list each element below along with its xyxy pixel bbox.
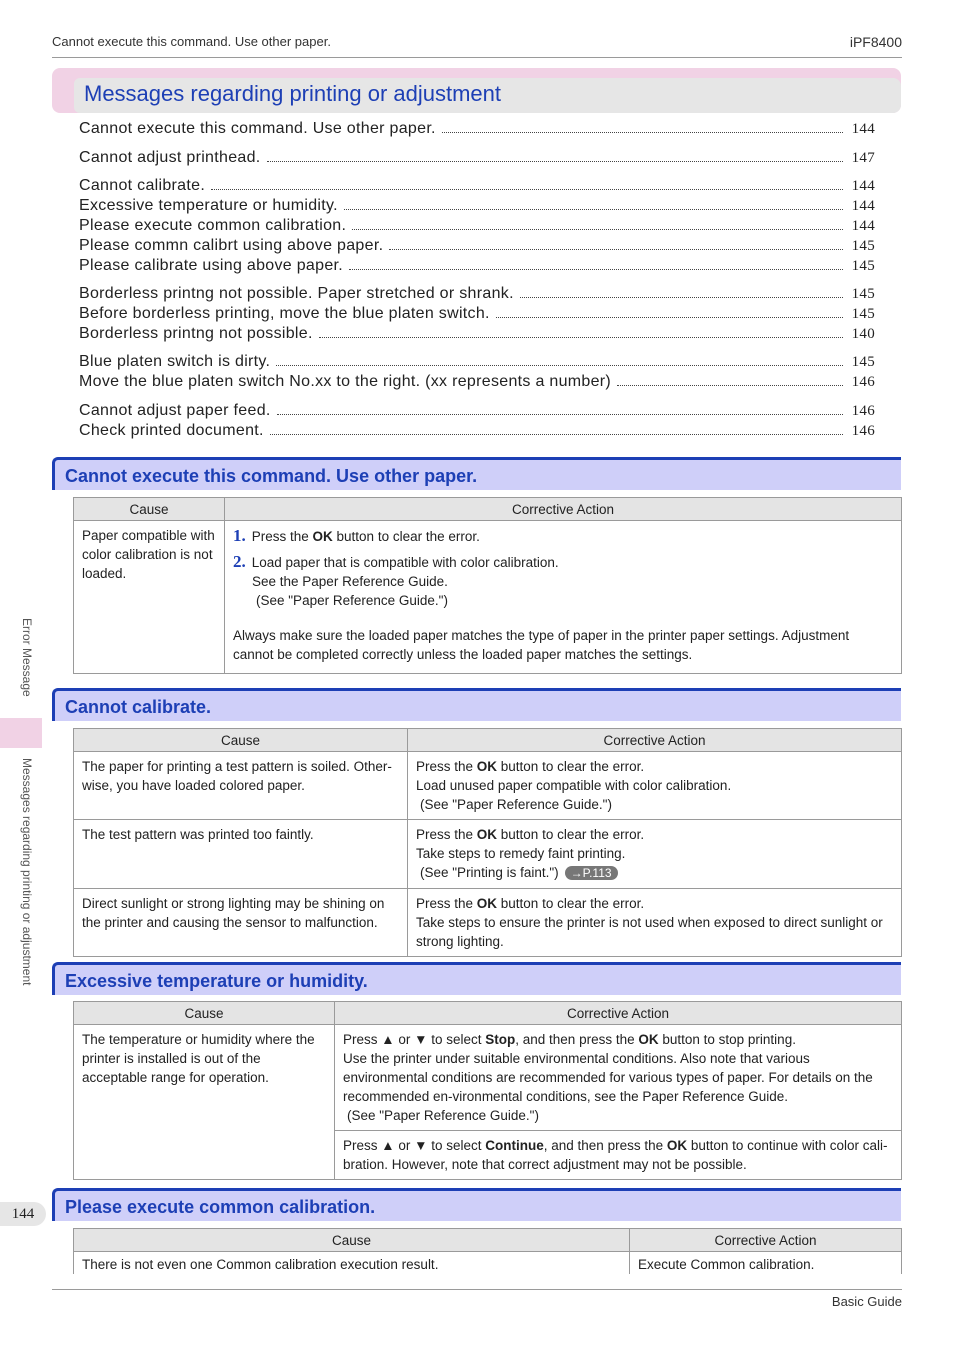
running-header-model: iPF8400 [849, 34, 902, 50]
reference-link[interactable]: (See "Printing is faint.") [420, 865, 559, 880]
error-table [73, 728, 902, 957]
table-row [74, 889, 902, 957]
toc-link[interactable]: Cannot adjust printhead. 147 [79, 149, 875, 166]
action-cell: Execute Common calibration. [630, 1252, 902, 1275]
toc-link[interactable]: Before borderless printing, move the blue platen switch. 145 [79, 305, 875, 322]
table-row [74, 1252, 902, 1275]
column-header-action: Corrective Action [408, 729, 902, 752]
toc-link[interactable]: Blue platen switch is dirty. 145 [79, 353, 875, 370]
action-cell: Press ▲ or ▼ to select Continue, and then press the OK button to continue with color cali-bration. However, note that correct adjustment may not be possible. [335, 1131, 902, 1180]
section-heading: Cannot execute this command. Use other paper. [52, 457, 901, 490]
running-header-title: Cannot execute this command. Use other paper. [52, 34, 331, 49]
cause-cell: The test pattern was printed too faintly. [74, 820, 408, 889]
action-cell: Press the OK button to clear the error. Load unused paper compatible with color calibration. (See "Paper Reference Guide.") [408, 752, 902, 820]
footer-divider [52, 1289, 902, 1290]
column-header-action: Corrective Action [335, 1002, 902, 1025]
reference-link[interactable]: (See "Paper Reference Guide.") [256, 593, 448, 608]
column-header-cause: Cause [74, 498, 225, 521]
toc-link[interactable]: Please commn calibrt using above paper. 145 [79, 237, 875, 254]
section-heading: Cannot calibrate. [52, 688, 901, 721]
cause-cell: The temperature or humidity where the printer is installed is out of the acceptable range for operation. [74, 1025, 335, 1180]
toc-link[interactable]: Borderless printng not possible. 140 [79, 325, 875, 342]
toc-link[interactable]: Please execute common calibration. 144 [79, 217, 875, 234]
cause-cell: There is not even one Common calibration execution result. [74, 1252, 630, 1275]
column-header-action: Corrective Action [630, 1229, 902, 1252]
reference-link[interactable]: (See "Paper Reference Guide.") [347, 1108, 539, 1123]
toc-link[interactable]: Move the blue platen switch No.xx to the right. (xx represents a number) 146 [79, 373, 875, 390]
column-header-cause: Cause [74, 1229, 630, 1252]
toc-link[interactable]: Please calibrate using above paper. 145 [79, 257, 875, 274]
error-table [73, 1228, 902, 1274]
table-row [74, 820, 902, 889]
toc-link[interactable]: Excessive temperature or humidity. 144 [79, 197, 875, 214]
side-tab-marker [0, 718, 42, 748]
toc-link[interactable]: Cannot adjust paper feed. 146 [79, 402, 875, 419]
side-tab-chapter: Error Message [20, 618, 34, 697]
section-heading: Please execute common calibration. [52, 1188, 901, 1221]
cause-cell: Direct sunlight or strong lighting may be shining on the printer and causing the sensor to malfunction. [74, 889, 408, 957]
toc-link[interactable]: Check printed document. 146 [79, 422, 875, 439]
column-header-action: Corrective Action [225, 498, 902, 521]
page-reference-badge[interactable]: →P.113 [565, 866, 618, 880]
reference-link[interactable]: (See "Paper Reference Guide.") [420, 797, 612, 812]
side-tab-section: Messages regarding printing or adjustment [20, 758, 34, 986]
cause-cell: Paper compatible with color calibration is not loaded. [74, 521, 225, 674]
table-row [74, 752, 902, 820]
footer-guide-name: Basic Guide [831, 1294, 902, 1309]
column-header-cause: Cause [74, 729, 408, 752]
error-table [73, 1001, 902, 1180]
column-header-cause: Cause [74, 1002, 335, 1025]
toc-link[interactable]: Cannot calibrate. 144 [79, 177, 875, 194]
section-heading: Excessive temperature or humidity. [52, 962, 901, 995]
action-cell: Press the OK button to clear the error. Take steps to remedy faint printing. (See "Printing is faint.") →P.113 [408, 820, 902, 889]
cause-cell: The paper for printing a test pattern is soiled. Other-wise, you have loaded colored paper. [74, 752, 408, 820]
table-row [74, 1025, 902, 1131]
action-cell: Press ▲ or ▼ to select Stop, and then press the OK button to stop printing. Use the printer under suitable environmental conditions. Also note that various environmental conditions are recommended for various types of paper. For details on the recommended en-vironmental conditions, see the Paper Reference Guide. (See "Paper Reference Guide.") [335, 1025, 902, 1131]
page-number: 144 [0, 1202, 46, 1226]
action-cell: Press the OK button to clear the error. Take steps to ensure the printer is not used when exposed to direct sunlight or strong lighting. [408, 889, 902, 957]
error-table [73, 497, 902, 674]
action-cell: 1. Press the OK button to clear the error. 2. Load paper that is compatible with color calibration. See the Paper Reference Guide. (See "Paper Reference Guide.") Always make sure the loaded paper matches the type of paper in the printer paper settings. Adjustment cannot be completed correctly unless the loaded paper matches the settings. [225, 521, 902, 674]
page-title: Messages regarding printing or adjustment [84, 81, 502, 106]
toc-link[interactable]: Cannot execute this command. Use other paper. 144 [79, 120, 875, 137]
header-divider [52, 57, 902, 58]
toc-link[interactable]: Borderless printng not possible. Paper stretched or shrank. 145 [79, 285, 875, 302]
